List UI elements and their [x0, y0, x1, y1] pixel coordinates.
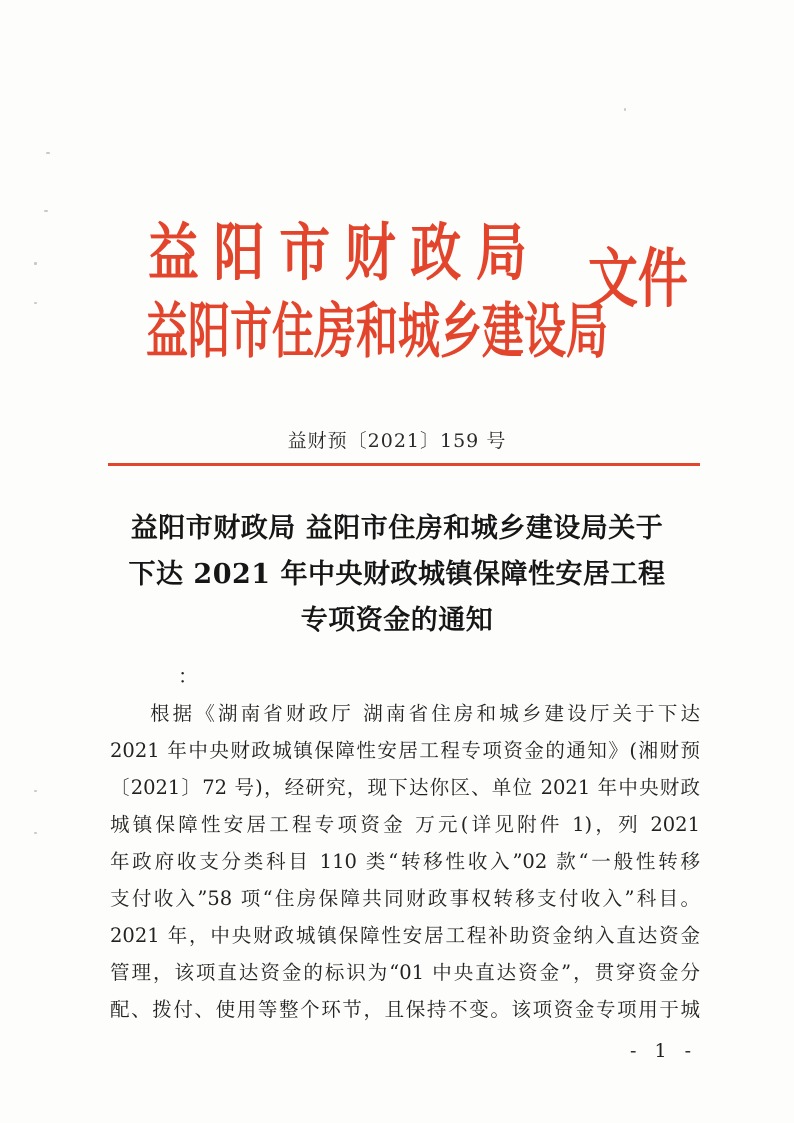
issuing-organ-1: 益阳市财政局 — [148, 216, 542, 289]
scan-speck — [34, 262, 37, 265]
scan-speck — [44, 210, 48, 212]
scan-speck — [34, 790, 37, 792]
title-line: 益阳市财政局 益阳市住房和城乡建设局关于 — [130, 513, 664, 544]
body-paragraph — [110, 695, 700, 1028]
title-line: 下达 2021 年中央财政城镇保障性安居工程 — [128, 559, 666, 590]
document-word: 文件 — [588, 243, 688, 317]
body-line: 支付收入”58 项“住房保障共同财政事权转移支付收入”科目。 — [110, 887, 700, 910]
scan-speck — [34, 302, 37, 304]
scan-speck — [46, 152, 50, 154]
body-line: 管理，该项直达资金的标识为“01 中央直达资金”，贯穿资金分 — [110, 961, 700, 984]
body-line: 〔2021〕72 号)，经研究，现下达你区、单位 2021 年中央财政 — [110, 776, 700, 799]
body-line: 2021 年中央财政城镇保障性安居工程专项资金的通知》(湘财预 — [110, 739, 700, 762]
page-number: - 1 - — [630, 1040, 698, 1062]
issuing-organ-2: 益阳市住房和城乡建设局 — [146, 297, 608, 367]
body-line: 配、拨付、使用等整个环节，且保持不变。该项资金专项用于城 — [110, 998, 700, 1021]
body-line: 年政府收支分类科目 110 类“转移性收入”02 款“一般性转移 — [110, 850, 700, 873]
salutation: ： — [178, 664, 198, 688]
title-line: 专项资金的通知 — [300, 605, 494, 636]
document-number: 益财预〔2021〕159 号 — [287, 430, 507, 452]
body-line: 城镇保障性安居工程专项资金 万元(详见附件 1)，列 2021 — [110, 813, 700, 836]
scan-speck — [34, 832, 37, 834]
document-title — [0, 506, 794, 644]
body-line: 2021 年，中央财政城镇保障性安居工程补助资金纳入直达资金 — [110, 924, 700, 947]
scan-speck — [624, 108, 626, 111]
body-line: 根据《湖南省财政厅 湖南省住房和城乡建设厅关于下达 — [150, 702, 700, 725]
red-separator-line — [108, 463, 700, 466]
